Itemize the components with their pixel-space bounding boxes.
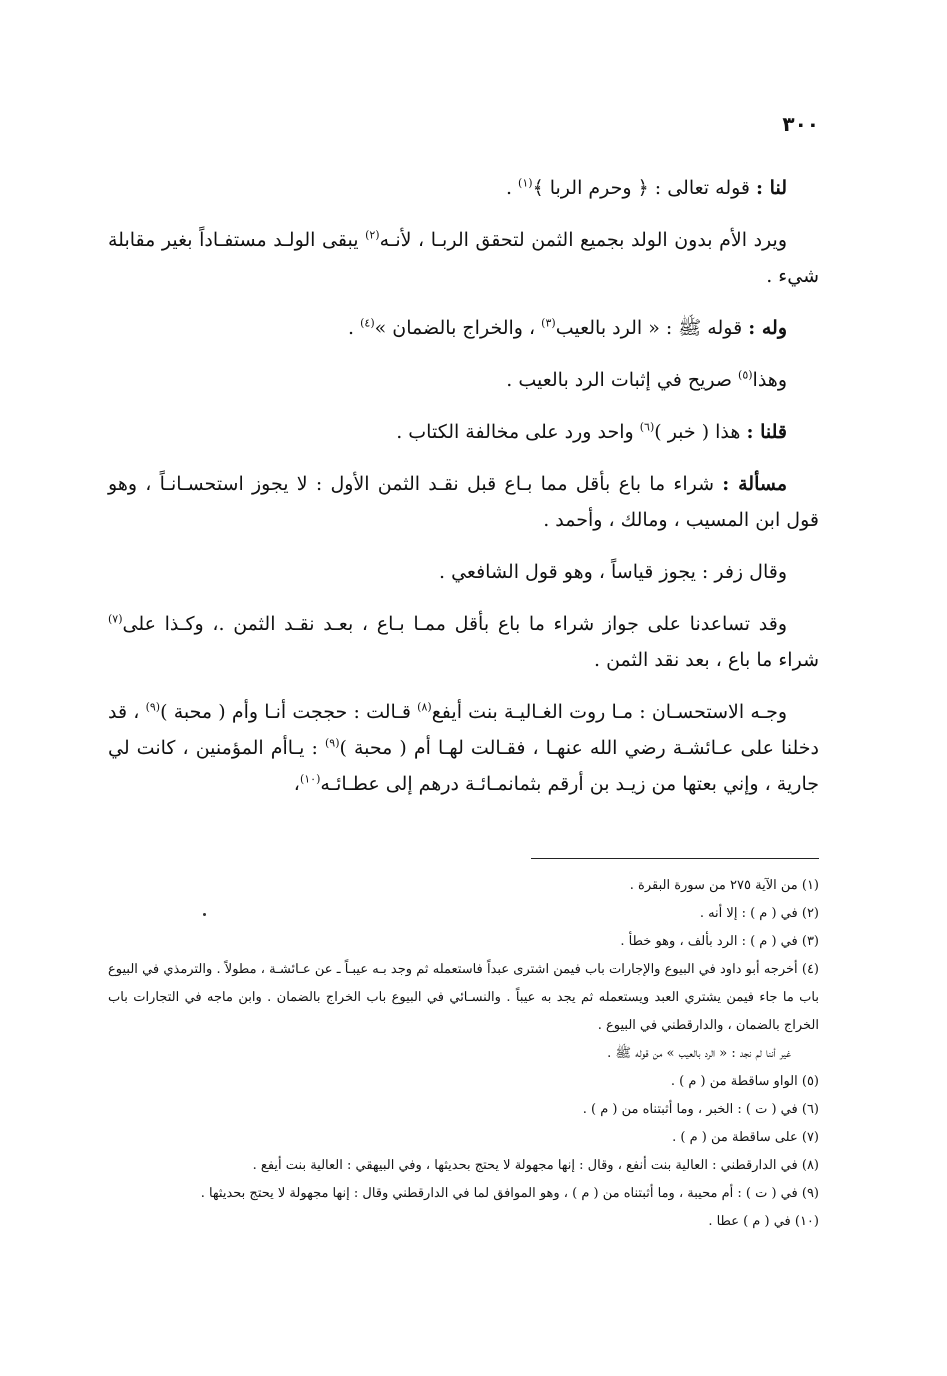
p7-text: وقال زفر : يجوز قياساً ، وهو قول الشافعي .	[439, 561, 787, 583]
footnote-8: (٨) في الدارقطني : العالية بنت أنفع ، وقال : إنها مجهولة لا يحتج بحديثها ، وفي البيهقي : العالية بنت أيفع .	[252, 1158, 819, 1173]
footnote-6: (٦) في ( ت ) : الخبر ، وما أثبتناه من ( م ) .	[582, 1102, 819, 1117]
footnote-10: (١٠) في ( م ) عطا .	[708, 1214, 819, 1229]
footnote-ref-1[interactable]: (١)	[518, 176, 533, 190]
p2-text-b: يبقى الولـد مستفـاداً بغير مقابلة شيء .	[108, 229, 819, 287]
footnote-ref-3[interactable]: (٣)	[541, 316, 556, 330]
footnote-ref-9b[interactable]: (٩)	[324, 736, 340, 750]
p1-text: قوله تعالى : ﴿ وحرم الربا ﴾	[532, 177, 757, 199]
p9-text-d: : يـاأم المؤمنين ، كانت لي جارية ، وإني بعتها من زيـد بن أرقم بثمانمـائـة درهم إلى عطـائـه	[108, 737, 819, 795]
footnote-ref-9a[interactable]: (٩)	[145, 700, 161, 714]
footnote-5: (٥) الواو ساقطة من ( م ) .	[670, 1074, 819, 1089]
footnote-ref-4[interactable]: (٤)	[360, 316, 375, 330]
label-walahu: وله :	[748, 317, 787, 339]
p8-text-b: شراء ما باع ، بعد نقد الثمن .	[594, 649, 819, 671]
paragraph-3	[108, 310, 819, 346]
p8-text-a: وقد تساعدنا على جواز شراء ما باع بأقل ممـا بـاع ، بعـد نقـد الثمن .، وكـذا على	[122, 613, 787, 635]
footnote-ref-10[interactable]: (١٠)	[299, 772, 321, 786]
footnote-ref-5[interactable]: (٥)	[738, 368, 753, 382]
footnote-ref-2[interactable]: (٢)	[365, 228, 380, 242]
paragraph-6	[108, 466, 819, 538]
main-text	[108, 170, 819, 802]
footnote-9: (٩) في ( ت ) : أم محيبة ، وما أثبتناه من ( م ) ، وهو الموافق لما في الدارقطني وقال : إنها مجهولة لا يحتج بحديثها .	[200, 1186, 819, 1201]
p4-text-a: وهذا	[752, 369, 787, 391]
p9-end: ،	[293, 773, 300, 795]
footnote-4: (٤) أخرجه أبو داود في البيوع والإجارات باب فيمن اشترى عبداً فاستعمله ثم وجد بـه عيبـاً ـ عن عـائشـة ، مطولاً . والترمذي في البيوع باب ما جاء فيمن يشتري العبد ويستعمله ثم يجد به عيباً . والنسـائي في البيوع باب الخراج بالضمان . وابن ماجه في التجارات باب الخراج بالضمان ، والدارقطني في البيوع .	[108, 962, 819, 1033]
footnote-7: (٧) على ساقطة من ( م ) .	[672, 1130, 819, 1145]
page-number: ٣٠٠	[782, 112, 819, 136]
footnote-3: (٣) في ( م ) : الرد بألف ، وهو خطأ .	[620, 934, 819, 949]
footnotes	[108, 872, 819, 1236]
label-masala: مسألة :	[722, 473, 787, 495]
p9-text-a: وجـه الاستحسـان : مـا روت الغـاليـة بنت أيفع	[431, 701, 787, 723]
paragraph-7	[108, 554, 819, 590]
label-qulna: قلنا :	[746, 421, 787, 443]
p3-text-a: قوله ﷺ : « الرد بالعيب	[555, 317, 749, 339]
p5-text-a: هذا ( خبر )	[654, 421, 747, 443]
footnote-ref-7[interactable]: (٧)	[108, 612, 123, 626]
p9-text-b: قـالت : حججت أنـا وأم ( محبة )	[160, 701, 418, 723]
footnote-ref-6[interactable]: (٦)	[639, 420, 655, 434]
p5-text-b: واحد ورد على مخالفة الكتاب .	[396, 421, 640, 443]
footnote-separator	[531, 858, 819, 859]
label-lana: لنا :	[756, 177, 787, 199]
footnote-2: (٢) في ( م ) : إلا أنه .	[699, 906, 819, 921]
paragraph-9	[108, 694, 819, 802]
paragraph-2	[108, 222, 819, 294]
footnote-1: (١) من الآية ٢٧٥ من سورة البقرة .	[629, 878, 819, 893]
p6-text: شراء ما باع بأقل مما بـاع قبل نقـد الثمن الأول : لا يجوز استحسـانـاً ، وهو قول ابن المسيب ، ومالك ، وأحمد .	[108, 473, 819, 531]
footnote-4-note: غير أننا لم نجد : « الرد بالعيب » من قوله ﷺ .	[607, 1046, 791, 1061]
p1-end: .	[505, 177, 519, 199]
p3-text-b: ، والخراج بالضمان »	[374, 317, 542, 339]
paragraph-8	[108, 606, 819, 678]
p9-text-c: ، قد دخلنا على عـائشـة رضي الله عنهـا ، فقـالت لهـا أم ( محبة )	[108, 701, 819, 759]
p4-text-b: صريح في إثبات الرد بالعيب .	[506, 369, 739, 391]
p3-end: .	[348, 317, 361, 339]
paragraph-4	[108, 362, 819, 398]
p2-text-a: ويرد الأم بدون الولد بجميع الثمن لتحقق الربـا ، لأنـه	[379, 229, 787, 251]
paragraph-5	[108, 414, 819, 450]
footnote-ref-8[interactable]: (٨)	[417, 700, 432, 714]
paragraph-1	[108, 170, 819, 206]
